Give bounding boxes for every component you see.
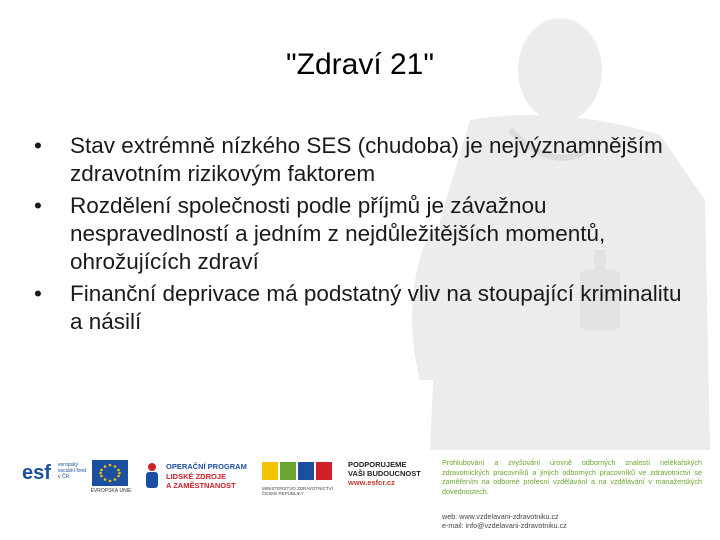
bullet-text: Stav extrémně nízkého SES (chudoba) je nejvýznamnějším zdravotním rizikovým faktorem: [70, 133, 663, 186]
bullet-text: Finanční deprivace má podstatný vliv na stoupající kriminalitu a násilí: [70, 281, 682, 334]
bullet-item: [30, 132, 690, 188]
esfcr-text: [348, 460, 421, 487]
mz-logo: [262, 458, 336, 494]
esfcr-line: VAŠI BUDOUCNOST: [348, 469, 421, 478]
slide-title: "Zdraví 21": [285, 48, 435, 81]
op-line: OPERAČNÍ PROGRAM: [166, 462, 247, 471]
op-person-icon: [142, 462, 162, 490]
contact-web: web: www.vzdelavani-zdravotniku.cz: [442, 512, 559, 521]
bullet-marker: •: [34, 193, 42, 218]
esf-logo-text: esf: [22, 462, 51, 484]
op-line: A ZAMĚSTNANOST: [166, 481, 236, 490]
project-description: Prohlubování a zvyšování úrovně odborných znalostí nelékařských zdravotnických pracovníků a jiných odborných pracovníků ve zdravotnictví se zaměřením na odborné profesní vzdělávání a na vzdělávání v manažerských dovednostech.: [442, 458, 702, 496]
bullet-list: [30, 132, 690, 340]
esf-logo: [22, 460, 87, 494]
esfcr-line: PODPORUJEME: [348, 460, 407, 469]
esfcr-logo: [348, 460, 428, 494]
esfcr-url: www.esfcr.cz: [348, 478, 395, 487]
contact-info: [442, 512, 702, 530]
mz-label: MINISTERSTVO ZDRAVOTNICTVÍ ČESKÉ REPUBLIKY: [262, 486, 333, 496]
op-lzz-logo: [142, 460, 252, 494]
footer-logos: [0, 450, 720, 540]
bullet-item: [30, 280, 690, 336]
esf-logo-caption: evropský sociální fond v ČR: [58, 462, 87, 480]
eu-stars-icon: [92, 460, 128, 486]
bullet-text: Rozdělení společnosti podle příjmů je závažnou nespravedlností a jedním z nejdůležitějších momentů, ohrožujících zdraví: [70, 193, 606, 274]
op-line: LIDSKÉ ZDROJE: [166, 471, 227, 481]
bullet-marker: •: [34, 281, 42, 306]
op-text: [166, 462, 247, 491]
bullet-item: [30, 192, 690, 276]
eu-flag-logo: [90, 460, 132, 494]
bullet-marker: •: [34, 133, 42, 158]
mz-emblem-icon: [262, 458, 336, 484]
contact-email: e-mail: info@vzdelavani-zdravotniku.cz: [442, 521, 567, 530]
eu-label: EVROPSKÁ UNIE: [90, 488, 132, 494]
